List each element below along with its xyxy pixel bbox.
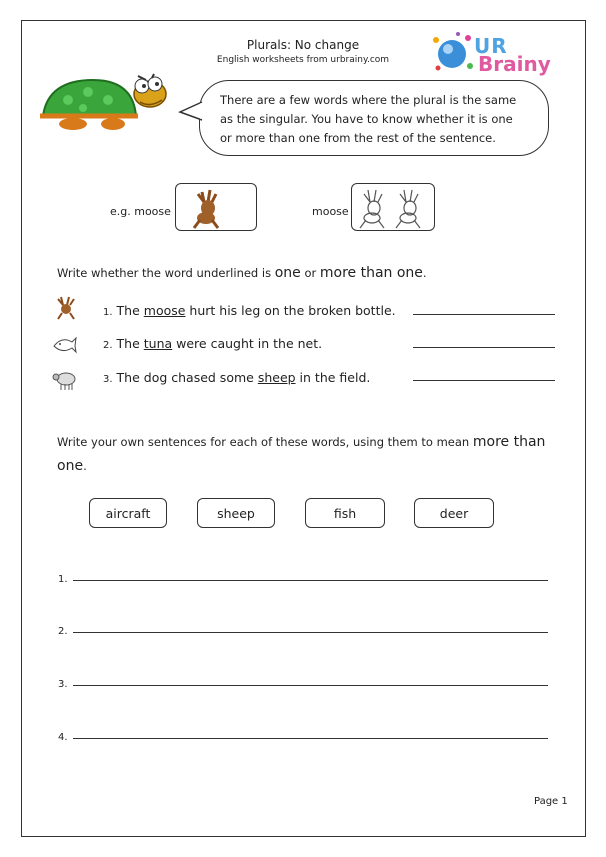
word-box-aircraft: aircraft — [89, 498, 167, 528]
line-number: 4. — [58, 732, 68, 743]
underlined-word: tuna — [143, 336, 173, 351]
question-text: were caught in the net. — [172, 336, 323, 351]
writing-line-3[interactable] — [73, 685, 548, 686]
writing-line-1[interactable] — [73, 580, 548, 581]
question-3 — [103, 370, 370, 385]
page-number: Page 1 — [534, 796, 568, 807]
example-label-singular: e.g. moose — [110, 205, 171, 218]
answer-line-2[interactable] — [413, 347, 555, 348]
question-text: in the field. — [295, 370, 371, 385]
brain-globe-icon — [430, 30, 480, 78]
section2-instruction — [57, 434, 557, 450]
question-2 — [103, 336, 322, 351]
two-moose-icon — [352, 184, 434, 230]
example-picture-box-single — [175, 183, 257, 231]
bubble-line: as the singular. You have to know whether it is one — [220, 112, 513, 126]
instr-emph-more: more than — [472, 434, 546, 450]
line-number: 1. — [58, 574, 68, 585]
writing-line-2[interactable] — [73, 632, 548, 633]
instr-emph-one: one — [57, 458, 84, 474]
instr-emph-more: more than one — [319, 265, 423, 281]
answer-line-3[interactable] — [413, 380, 555, 381]
example-picture-box-plural — [351, 183, 435, 231]
sheep-icon — [52, 368, 78, 392]
logo-text-brainy: Brainy — [478, 52, 551, 76]
instr-text: Write whether the word underlined is — [57, 266, 275, 280]
instr-text: . — [83, 459, 87, 473]
line-number: 3. — [58, 679, 68, 690]
tuna-icon — [52, 332, 78, 356]
answer-line-1[interactable] — [413, 314, 555, 315]
instr-emph-one: one — [274, 265, 301, 281]
bubble-line: There are a few words where the plural is the same — [220, 93, 517, 107]
question-text: The dog chased some — [116, 370, 258, 385]
bubble-tail — [178, 100, 204, 122]
urbrainy-logo — [430, 30, 550, 78]
speech-bubble — [199, 80, 549, 156]
instr-text: Write your own sentences for each of these words, using them to mean — [57, 435, 473, 449]
word-box-sheep: sheep — [197, 498, 275, 528]
instr-text: or — [300, 266, 320, 280]
instr-text: . — [422, 266, 427, 280]
page-subtitle: English worksheets from urbrainy.com — [216, 55, 390, 65]
question-text: The — [116, 336, 144, 351]
bubble-line: or more than one from the rest of the sentence. — [220, 131, 496, 145]
question-text: The — [116, 303, 144, 318]
section1-instruction — [57, 265, 427, 281]
example-label-plural: moose — [312, 205, 349, 218]
question-1 — [103, 303, 396, 318]
underlined-word: sheep — [257, 370, 296, 385]
writing-line-4[interactable] — [73, 738, 548, 739]
logo-text-ur: UR — [474, 34, 508, 58]
moose-icon — [176, 184, 256, 230]
underlined-word: moose — [143, 303, 186, 318]
page-title: Plurals: No change — [246, 38, 360, 52]
moose-small-icon — [53, 295, 79, 321]
word-box-fish: fish — [305, 498, 385, 528]
section2-instruction-cont — [57, 458, 87, 474]
question-number: 3. — [103, 374, 113, 385]
word-box-deer: deer — [414, 498, 494, 528]
question-number: 1. — [103, 307, 113, 318]
question-number: 2. — [103, 340, 113, 351]
question-text: hurt his leg on the broken bottle. — [185, 303, 396, 318]
line-number: 2. — [58, 626, 68, 637]
